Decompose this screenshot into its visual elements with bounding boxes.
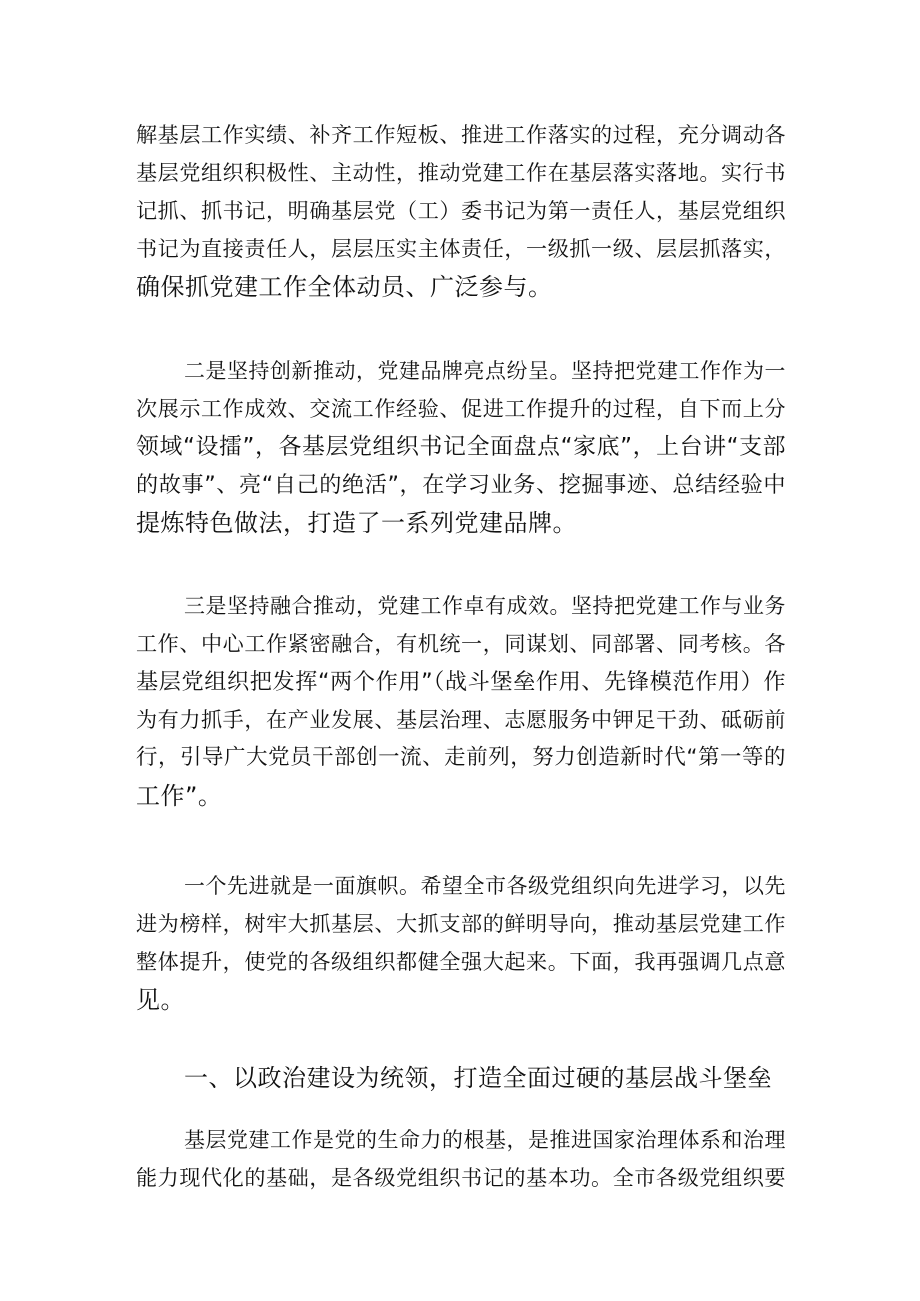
paragraph-line: 进为榜样，树牢大抓基层、大抓支部的鲜明导向，推动基层党建工作 xyxy=(136,911,786,936)
paragraph-line: 二是坚持创新推动，党建品牌亮点纷呈。坚持把党建工作作为一 xyxy=(184,359,786,383)
paragraph-banner xyxy=(136,867,786,1019)
paragraph-integration xyxy=(136,587,786,815)
paragraph-line: 书记为直接责任人，层层压实主体责任，一级抓一级、层层抓落实， xyxy=(136,236,786,261)
paragraph-line: 的故事”、亮“自己的绝活”，在学习业务、挖掘事迹、总结经验中 xyxy=(136,472,786,498)
paragraph-line: 基层党建工作是党的生命力的根基，是推进国家治理体系和治理 xyxy=(184,1128,786,1152)
paragraph-line: 为有力抓手，在产业发展、基层治理、志愿服务中钾足干劲、砥砺前 xyxy=(136,707,786,732)
paragraph-line: 确保抓党建工作全体动员、广泛参与。 xyxy=(136,273,553,301)
paragraph-line: 能力现代化的基础，是各级党组织书记的基本功。全市各级党组织要 xyxy=(136,1165,786,1190)
paragraph-line: 行，引导广大党员干部创一流、走前列，努力创造新时代“第一等的 xyxy=(136,745,786,770)
paragraph-line: 三是坚持融合推动，党建工作卓有成效。坚持把党建工作与业务 xyxy=(184,594,786,618)
paragraph-line: 记抓、抓书记，明确基层党（工）委书记为第一责任人，基层党组织 xyxy=(136,198,786,223)
paragraph-line: 领域“设擂”，各基层党组织书记全面盘点“家底”，上台讲“支部 xyxy=(136,434,786,460)
paragraph-line: 提炼特色做法，打造了一系列党建品牌。 xyxy=(136,509,577,537)
paragraph-line: 基层党组织积极性、主动性，推动党建工作在基层落实落地。实行书 xyxy=(136,160,786,185)
section-heading xyxy=(136,1059,786,1097)
paragraph-foundation xyxy=(136,1121,786,1197)
paragraph-line: 基层党组织把发挥“两个作用”（战斗堡垒作用、先锋模范作用）作 xyxy=(136,669,786,695)
paragraph-line: 一个先进就是一面旗帜。希望全市各级党组织向先进学习，以先 xyxy=(184,874,786,898)
paragraph-innovation xyxy=(136,352,786,542)
paragraph-line: 见。 xyxy=(136,986,185,1014)
section-heading-text: 一、以政治建设为统领，打造全面过硬的基层战斗堡垒 xyxy=(184,1064,772,1092)
paragraph-grassroots-responsibility xyxy=(136,116,786,306)
paragraph-line: 次展示工作成效、交流工作经验、促进工作提升的过程，自下而上分 xyxy=(136,396,786,421)
paragraph-line: 工作”。 xyxy=(136,782,223,810)
paragraph-line: 工作、中心工作紧密融合，有机统一，同谋划、同部署、同考核。各 xyxy=(136,631,786,656)
paragraph-line: 解基层工作实绩、补齐工作短板、推进工作落实的过程，充分调动各 xyxy=(136,122,786,147)
paragraph-line: 整体提升，使党的各级组织都健全强大起来。下面，我再强调几点意 xyxy=(136,949,786,974)
